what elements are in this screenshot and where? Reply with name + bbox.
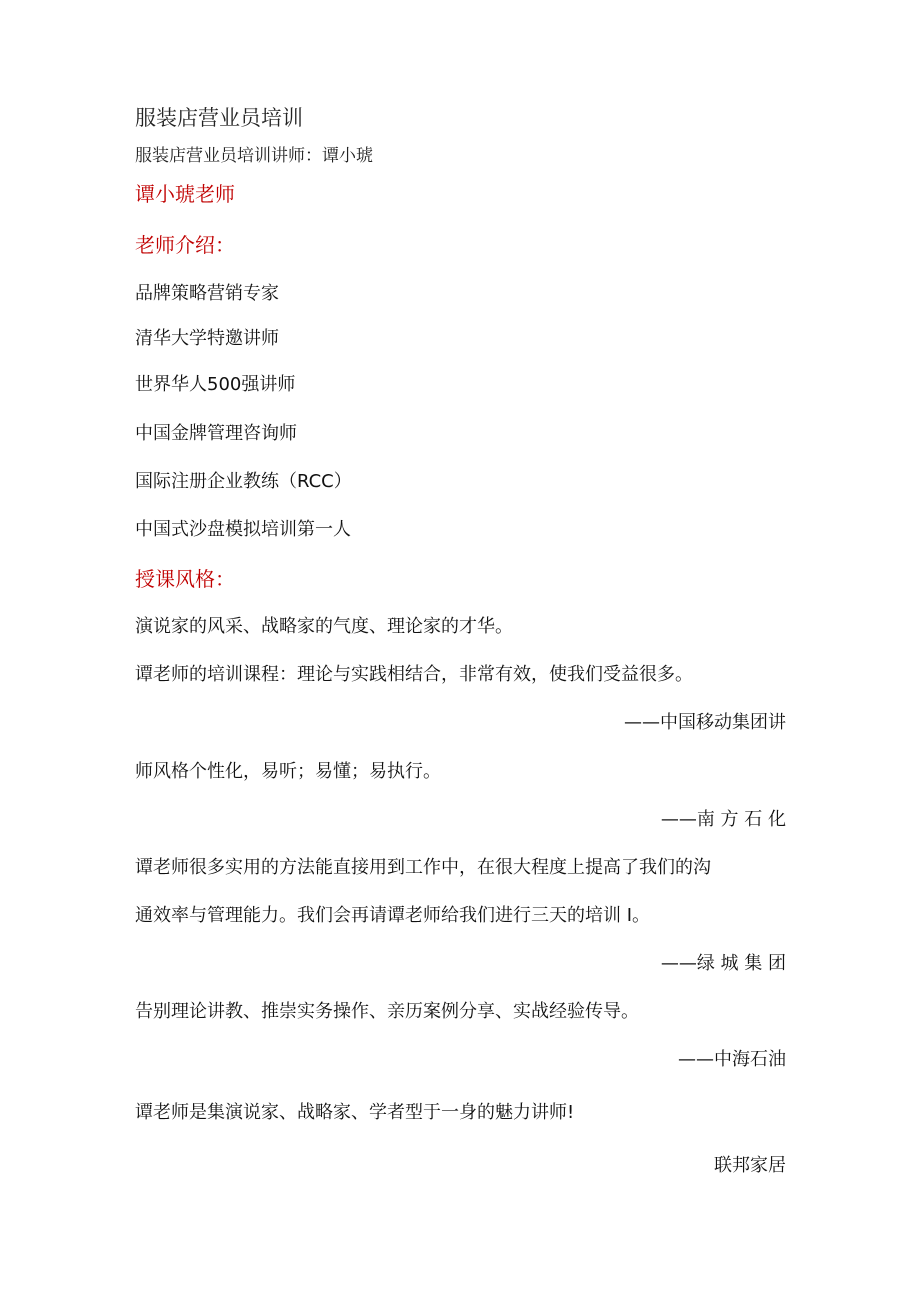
intro-item: 世界华人500强讲师 (135, 374, 296, 395)
testimonial-source: ——绿 城 集 团 (660, 953, 786, 974)
intro-heading: 老师介绍： (135, 233, 235, 257)
testimonial-text: 师风格个性化，易听；易懂；易执行。 (135, 761, 441, 782)
testimonial-source: ——南 方 石 化 (660, 809, 786, 830)
testimonial-source: ——中海石油 (678, 1049, 786, 1070)
intro-item: 清华大学特邀讲师 (135, 328, 279, 349)
teacher-heading: 谭小琥老师 (135, 182, 235, 206)
intro-item: 国际注册企业教练（RCC） (135, 471, 352, 492)
intro-item: 中国式沙盘模拟培训第一人 (135, 519, 351, 540)
document-subtitle: 服装店营业员培训讲师：谭小琥 (135, 146, 373, 166)
testimonial-source: ——中国移动集团讲 (624, 712, 786, 733)
testimonial-text: 谭老师的培训课程：理论与实践相结合，非常有效，使我们受益很多。 (135, 664, 693, 685)
intro-item: 品牌策略营销专家 (135, 283, 279, 304)
testimonial-text: 通效率与管理能力。我们会再请谭老师给我们进行三天的培训 I。 (135, 905, 651, 926)
testimonial-text: 谭老师很多实用的方法能直接用到工作中，在很大程度上提高了我们的沟 (135, 857, 711, 878)
testimonial-text: 告别理论讲教、推崇实务操作、亲历案例分享、实战经验传导。 (135, 1001, 639, 1022)
testimonial-text: 谭老师是集演说家、战略家、学者型于一身的魅力讲师! (135, 1102, 575, 1123)
style-line: 演说家的风采、战略家的气度、理论家的才华。 (135, 616, 513, 637)
testimonial-source: 联邦家居 (714, 1155, 786, 1176)
intro-item: 中国金牌管理咨询师 (135, 423, 297, 444)
style-heading: 授课风格： (135, 567, 235, 591)
document-title: 服装店营业员培训 (135, 106, 303, 130)
